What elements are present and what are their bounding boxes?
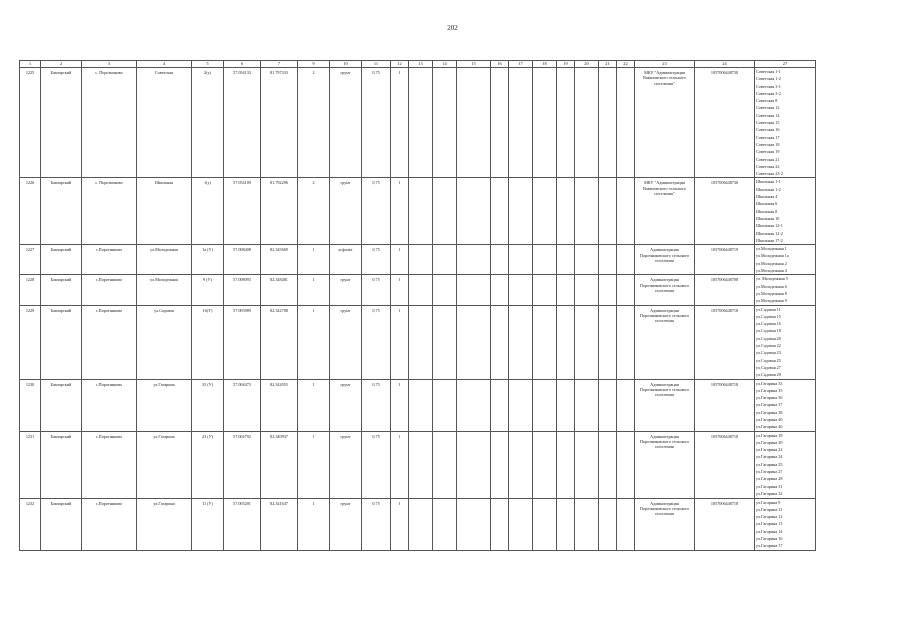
empty-cell: [409, 178, 433, 245]
column-12-cell: 1: [391, 245, 409, 275]
locality-cell: с.Поротниково: [82, 275, 137, 305]
owner-cell: Администрация Поротниковского сельского поселения: [635, 498, 695, 550]
column-number: 2: [41, 61, 82, 68]
empty-cell: [599, 431, 617, 498]
address-line: ул.Садовая 25: [756, 357, 781, 363]
ogrn-cell: 1057006448718: [695, 498, 755, 550]
empty-cell: [433, 178, 457, 245]
empty-cell: [617, 275, 635, 305]
ogrn-cell: 1057006448708: [695, 275, 755, 305]
address-line: ул.Садовая 23: [756, 350, 781, 356]
longitude-cell: 82.341647: [261, 498, 298, 550]
empty-cell: [575, 178, 599, 245]
locality-cell: с.Поротниково: [82, 379, 137, 431]
address-line: ул.Молодежная 9: [756, 298, 787, 304]
column-12-cell: 1: [391, 498, 409, 550]
address-line: ул.Гагарина 14: [756, 528, 783, 534]
owner-cell: Администрация Поротниковского сельского поселения: [635, 305, 695, 379]
address-line: Школьная 12-1: [756, 223, 783, 229]
column-12-cell: 1: [391, 431, 409, 498]
address-line: Советская 19: [756, 149, 780, 155]
empty-cell: [491, 498, 509, 550]
latitude-cell: 57.005989: [224, 305, 261, 379]
address-line: ул.Гагарина 33: [756, 380, 783, 386]
empty-cell: [457, 498, 491, 550]
page-number: 202: [447, 24, 458, 32]
address-line: ул.Гагарина 18: [756, 432, 783, 438]
container-count-cell: 1: [298, 275, 330, 305]
empty-cell: [457, 68, 491, 178]
empty-cell: [557, 305, 575, 379]
column-number: 14: [433, 61, 457, 68]
empty-cell: [457, 431, 491, 498]
area-cell: 0,75: [362, 68, 391, 178]
ogrn-cell: 1057006448718: [695, 379, 755, 431]
empty-cell: [457, 178, 491, 245]
empty-cell: [409, 431, 433, 498]
owner-cell: МКУ "Администрация Вавиловского сельского поселения": [635, 68, 695, 178]
district-cell: Бакчарский: [41, 379, 82, 431]
longitude-cell: 82.342708: [261, 305, 298, 379]
surface-type-cell: грунт: [330, 379, 362, 431]
district-cell: Бакчарский: [41, 498, 82, 550]
row-number-cell: 1231: [20, 431, 41, 498]
address-line: Школьная 10: [756, 215, 780, 221]
row-number-cell: 1229: [20, 305, 41, 379]
table-row: [20, 178, 816, 245]
address-line: ул.Гагарина 9: [756, 499, 781, 505]
empty-cell: [457, 275, 491, 305]
empty-cell: [491, 305, 509, 379]
empty-cell: [599, 178, 617, 245]
empty-cell: [617, 431, 635, 498]
empty-cell: [491, 379, 509, 431]
container-count-cell: 1: [298, 379, 330, 431]
address-line: ул.Гагарина 38: [756, 409, 783, 415]
address-line: ул.Садовая 16: [756, 321, 781, 327]
column-number: 19: [557, 61, 575, 68]
address-line: ул.Гагарина 28: [756, 476, 783, 482]
container-count-cell: 2: [298, 178, 330, 245]
ogrn-cell: 1057006448730: [695, 68, 755, 178]
container-count-cell: 1: [298, 245, 330, 275]
table-row: [20, 275, 816, 305]
empty-cell: [509, 498, 533, 550]
empty-cell: [575, 245, 599, 275]
served-addresses-cell: [755, 498, 816, 550]
area-cell: 0,75: [362, 379, 391, 431]
street-cell: ул.Гагарина: [137, 431, 192, 498]
owner-cell: Администрация Поротниковского сельского поселения: [635, 379, 695, 431]
house-cell: 1(у): [192, 178, 224, 245]
district-cell: Бакчарский: [41, 178, 82, 245]
container-count-cell: 1: [298, 305, 330, 379]
street-cell: Советская: [137, 68, 192, 178]
address-line: ул.Садовая 29: [756, 372, 781, 378]
address-line: ул.Гагарина 32: [756, 490, 783, 496]
district-cell: Бакчарский: [41, 431, 82, 498]
empty-cell: [575, 431, 599, 498]
empty-cell: [433, 68, 457, 178]
address-line: Советская 15: [756, 120, 780, 126]
surface-type-cell: грунт: [330, 68, 362, 178]
address-line: Советская 3-2: [756, 90, 781, 96]
column-number: 24: [695, 61, 755, 68]
empty-cell: [491, 178, 509, 245]
table-row: [20, 305, 816, 379]
surface-type-cell: грунт: [330, 431, 362, 498]
street-cell: ул.Гагарина: [137, 379, 192, 431]
longitude-cell: 81.792296: [261, 178, 298, 245]
locality-cell: с. Поротниково: [82, 178, 137, 245]
column-number: 18: [533, 61, 557, 68]
locality-cell: с.Поротниково: [82, 431, 137, 498]
latitude-cell: 57.005201: [224, 498, 261, 550]
table-row: [20, 379, 816, 431]
address-line: Школьная 4: [756, 194, 778, 200]
empty-cell: [409, 498, 433, 550]
address-line: ул.Молодежная 1: [756, 246, 787, 252]
empty-cell: [599, 68, 617, 178]
table-row: [20, 68, 816, 178]
empty-cell: [509, 431, 533, 498]
address-line: ул.Гагарина 36: [756, 395, 783, 401]
served-addresses-cell: [755, 178, 816, 245]
empty-cell: [599, 379, 617, 431]
column-number: 17: [509, 61, 533, 68]
address-line: ул.Гагарина 16: [756, 536, 783, 542]
served-addresses-cell: [755, 305, 816, 379]
address-line: ул.Садовая 20: [756, 335, 781, 341]
area-cell: 0,75: [362, 305, 391, 379]
ogrn-cell: 1057006448719: [695, 245, 755, 275]
owner-cell: Администрация Поротниковского сельского поселения: [635, 431, 695, 498]
locality-cell: с.Поротниково: [82, 305, 137, 379]
registry-table: [19, 60, 816, 551]
empty-cell: [433, 245, 457, 275]
longitude-cell: 82.340937: [261, 431, 298, 498]
empty-cell: [617, 379, 635, 431]
address-line: ул.Садовая 11: [756, 306, 781, 312]
latitude-cell: 57.008093: [224, 275, 261, 305]
container-count-cell: 2: [298, 68, 330, 178]
empty-cell: [491, 431, 509, 498]
house-cell: 16(У): [192, 305, 224, 379]
column-number: 16: [491, 61, 509, 68]
address-line: ул.Гагарина 46: [756, 424, 783, 430]
row-number-cell: 1226: [20, 178, 41, 245]
served-addresses-cell: [755, 379, 816, 431]
empty-cell: [617, 305, 635, 379]
address-line: ул.Гагарина 35: [756, 387, 783, 393]
latitude-cell: 57.004473: [224, 379, 261, 431]
container-count-cell: 1: [298, 498, 330, 550]
column-number: 27: [755, 61, 816, 68]
column-12-cell: 1: [391, 379, 409, 431]
column-number: 5: [192, 61, 224, 68]
house-cell: 2(у): [192, 68, 224, 178]
empty-cell: [617, 68, 635, 178]
address-line: ул.Гагарина 22: [756, 447, 783, 453]
address-line: Советская 8: [756, 98, 778, 104]
container-count-cell: 1: [298, 431, 330, 498]
longitude-cell: 82.345669: [261, 245, 298, 275]
address-line: Советская 23-2: [756, 171, 783, 177]
column-12-cell: 1: [391, 275, 409, 305]
column-number: 23: [635, 61, 695, 68]
empty-cell: [433, 498, 457, 550]
latitude-cell: 57.008408: [224, 245, 261, 275]
district-cell: Бакчарский: [41, 245, 82, 275]
address-line: Советская 14: [756, 112, 780, 118]
street-cell: ул.Молодежная: [137, 275, 192, 305]
empty-cell: [557, 245, 575, 275]
empty-cell: [457, 379, 491, 431]
column-number: 21: [599, 61, 617, 68]
empty-cell: [433, 431, 457, 498]
empty-cell: [575, 68, 599, 178]
column-number: 12: [391, 61, 409, 68]
address-line: ул.Гагарина 20: [756, 439, 783, 445]
house-cell: 9 (У): [192, 275, 224, 305]
street-cell: Школьная: [137, 178, 192, 245]
empty-cell: [617, 178, 635, 245]
empty-cell: [557, 379, 575, 431]
latitude-cell: 57.004792: [224, 431, 261, 498]
area-cell: 0,75: [362, 498, 391, 550]
empty-cell: [575, 305, 599, 379]
empty-cell: [409, 379, 433, 431]
surface-type-cell: грунт: [330, 305, 362, 379]
column-number: 1: [20, 61, 41, 68]
table-row: [20, 431, 816, 498]
address-line: Советская 22: [756, 163, 780, 169]
area-cell: 0,75: [362, 245, 391, 275]
column-number: 6: [224, 61, 261, 68]
row-number-cell: 1227: [20, 245, 41, 275]
owner-cell: МКУ "Администрация Вавиловского сельского поселения": [635, 178, 695, 245]
table-row: [20, 498, 816, 550]
address-line: ул.Гагарина 24: [756, 454, 783, 460]
street-cell: ул.Гагарина: [137, 498, 192, 550]
latitude-cell: 57.054109: [224, 178, 261, 245]
column-number: 22: [617, 61, 635, 68]
column-12-cell: 1: [391, 178, 409, 245]
address-line: Советская 21: [756, 156, 780, 162]
empty-cell: [491, 68, 509, 178]
address-line: Школьная 1-2: [756, 186, 781, 192]
served-addresses-cell: [755, 431, 816, 498]
table-row: [20, 245, 816, 275]
ogrn-cell: 1057006448730: [695, 178, 755, 245]
empty-cell: [491, 245, 509, 275]
empty-cell: [509, 245, 533, 275]
surface-type-cell: грунт: [330, 498, 362, 550]
house-cell: 35 (У): [192, 379, 224, 431]
address-line: Школьная 17-2: [756, 237, 783, 243]
address-line: Школьная 1-1: [756, 179, 781, 185]
area-cell: 0,75: [362, 178, 391, 245]
house-cell: 23 (У): [192, 431, 224, 498]
street-cell: ул.Молодежная: [137, 245, 192, 275]
address-line: Советская 3-1: [756, 83, 781, 89]
empty-cell: [599, 275, 617, 305]
address-line: ул.Молодежная 1а: [756, 253, 789, 259]
empty-cell: [509, 305, 533, 379]
address-line: ул.Гагарина 40: [756, 416, 783, 422]
empty-cell: [533, 305, 557, 379]
column-12-cell: 1: [391, 68, 409, 178]
empty-cell: [533, 498, 557, 550]
table-body: [20, 61, 816, 551]
address-line: Советская 1-2: [756, 76, 781, 82]
empty-cell: [599, 305, 617, 379]
empty-cell: [409, 68, 433, 178]
row-number-cell: 1230: [20, 379, 41, 431]
locality-cell: с.Поротниково: [82, 498, 137, 550]
address-line: ул.Гагарина 13: [756, 521, 783, 527]
ogrn-cell: 1057006448718: [695, 305, 755, 379]
address-line: ул. Молодежная 5: [756, 276, 788, 282]
column-number: 15: [457, 61, 491, 68]
served-addresses-cell: [755, 245, 816, 275]
address-line: ул.Молодежная 4: [756, 268, 787, 274]
address-line: ул.Гагарина 25: [756, 461, 783, 467]
district-cell: Бакчарский: [41, 305, 82, 379]
empty-cell: [575, 498, 599, 550]
empty-cell: [433, 305, 457, 379]
house-cell: 11 (У): [192, 498, 224, 550]
empty-cell: [557, 178, 575, 245]
column-number: 4: [137, 61, 192, 68]
locality-cell: с. Поротниково: [82, 68, 137, 178]
surface-type-cell: асфальт: [330, 245, 362, 275]
column-12-cell: 1: [391, 305, 409, 379]
street-cell: ул.Садовая: [137, 305, 192, 379]
empty-cell: [457, 305, 491, 379]
empty-cell: [599, 245, 617, 275]
column-number: 13: [409, 61, 433, 68]
owner-cell: Администрация Поротниковского сельского поселения: [635, 245, 695, 275]
address-line: ул.Садовая 15: [756, 313, 781, 319]
empty-cell: [509, 379, 533, 431]
row-number-cell: 1228: [20, 275, 41, 305]
surface-type-cell: грунт: [330, 275, 362, 305]
district-cell: Бакчарский: [41, 68, 82, 178]
address-line: ул.Молодежная 2: [756, 260, 787, 266]
empty-cell: [557, 498, 575, 550]
column-number: 7: [261, 61, 298, 68]
empty-cell: [409, 305, 433, 379]
column-number: 9: [298, 61, 330, 68]
served-addresses-cell: [755, 68, 816, 178]
empty-cell: [533, 178, 557, 245]
address-line: ул.Гагарина 37: [756, 402, 783, 408]
address-line: ул.Гагарина 11: [756, 506, 783, 512]
locality-cell: с.Поротниково: [82, 245, 137, 275]
address-line: Советская 17: [756, 134, 780, 140]
served-addresses-cell: [755, 275, 816, 305]
address-line: ул.Гагарина 27: [756, 469, 783, 475]
column-number: 20: [575, 61, 599, 68]
empty-cell: [557, 431, 575, 498]
address-line: Школьная 8: [756, 208, 778, 214]
empty-cell: [617, 498, 635, 550]
address-line: Школьная 12-2: [756, 230, 783, 236]
address-line: Советская 16: [756, 127, 780, 133]
address-line: ул.Гагарина 12: [756, 514, 783, 520]
address-line: ул.Молодежная 6: [756, 283, 787, 289]
empty-cell: [409, 275, 433, 305]
address-line: ул.Молодежная 8: [756, 290, 787, 296]
empty-cell: [491, 275, 509, 305]
empty-cell: [509, 68, 533, 178]
address-line: ул.Садовая 27: [756, 364, 781, 370]
address-line: ул.Гагарина 31: [756, 483, 783, 489]
ogrn-cell: 1057006448718: [695, 431, 755, 498]
longitude-cell: 82.342055: [261, 379, 298, 431]
row-number-cell: 1232: [20, 498, 41, 550]
column-number: 10: [330, 61, 362, 68]
empty-cell: [457, 245, 491, 275]
owner-cell: Администрация Поротниковского сельского поселения: [635, 275, 695, 305]
column-number: 11: [362, 61, 391, 68]
empty-cell: [557, 68, 575, 178]
empty-cell: [575, 379, 599, 431]
address-line: ул.Садовая 22: [756, 342, 781, 348]
column-number: 3: [82, 61, 137, 68]
house-cell: 1а (У): [192, 245, 224, 275]
empty-cell: [433, 379, 457, 431]
empty-cell: [533, 379, 557, 431]
empty-cell: [599, 498, 617, 550]
empty-cell: [509, 275, 533, 305]
longitude-cell: 81.797333: [261, 68, 298, 178]
district-cell: Бакчарский: [41, 275, 82, 305]
address-line: Советская 12: [756, 105, 780, 111]
address-line: Школьная 6: [756, 201, 778, 207]
row-number-cell: 1225: [20, 68, 41, 178]
address-line: Советская 18: [756, 141, 780, 147]
empty-cell: [509, 178, 533, 245]
empty-cell: [557, 275, 575, 305]
empty-cell: [533, 275, 557, 305]
empty-cell: [533, 431, 557, 498]
longitude-cell: 82.348481: [261, 275, 298, 305]
area-cell: 0,75: [362, 431, 391, 498]
empty-cell: [409, 245, 433, 275]
surface-type-cell: грунт: [330, 178, 362, 245]
address-line: Советская 1-1: [756, 69, 781, 74]
header-row: [20, 61, 816, 68]
latitude-cell: 57.054133: [224, 68, 261, 178]
address-line: ул.Садовая 18: [756, 328, 781, 334]
address-line: ул.Гагарина 17: [756, 543, 783, 549]
empty-cell: [575, 275, 599, 305]
area-cell: 0,75: [362, 275, 391, 305]
empty-cell: [617, 245, 635, 275]
empty-cell: [433, 275, 457, 305]
empty-cell: [533, 245, 557, 275]
empty-cell: [533, 68, 557, 178]
